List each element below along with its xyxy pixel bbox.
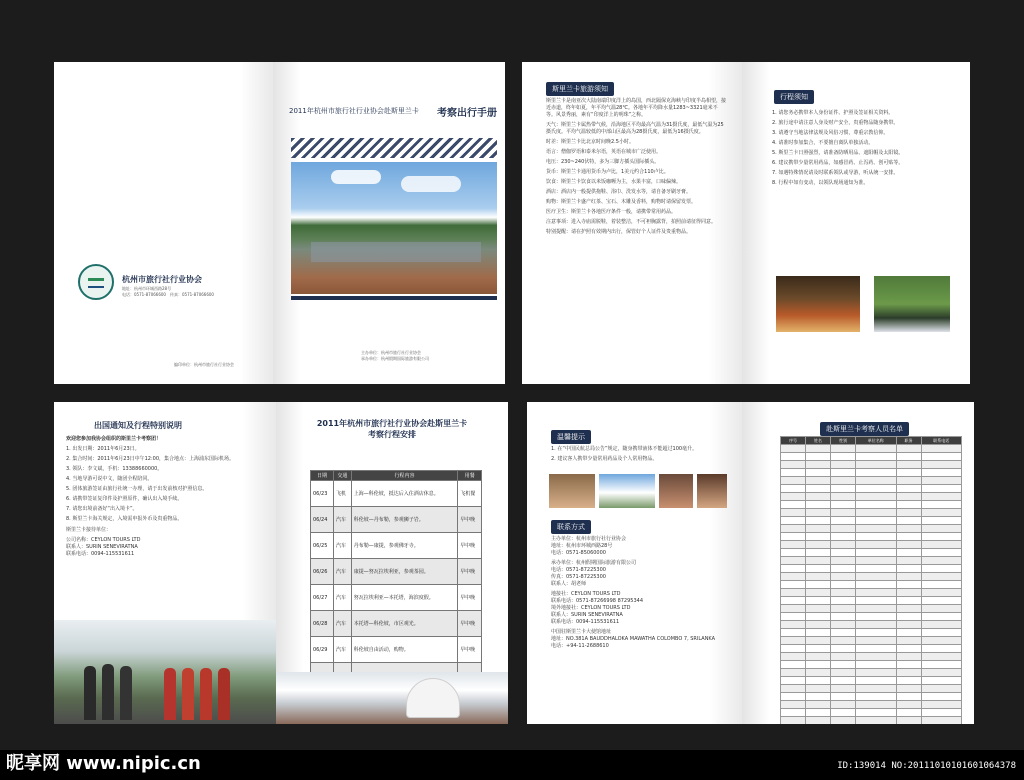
table-row [781, 477, 962, 485]
itinerary-notes-list: 1. 请您务必携带本人身份证件、护照及签证相关资料。 2. 旅行途中请注意人身及财产安全，贵重物品随身携带。 3. 请遵守当地法律法规及风俗习惯，尊重宗教信仰。 4. 请准时参加集合，不要擅自离队单独活动。 5. 斯里兰卡日照强烈，请准备防晒用品、遮阳帽及太阳镜。 6. 建议携带少量常用药品，如感冒药、止泻药、创可贴等。 7. 如遇特殊情况请及时联系领队或导游，听从统一安排。 8. 行程中如有变动，以领队现场通知为准。 [772, 110, 904, 186]
tree-crowd-photo [874, 276, 950, 332]
org-name: 杭州市旅行社行业协会 [122, 275, 202, 284]
contact-heading: 联系方式 [551, 520, 591, 534]
travel-notes-heading: 斯里兰卡旅游须知 [546, 82, 614, 96]
cover-back-page [54, 62, 273, 384]
notice-heading: 出国通知及行程特别说明 [94, 421, 182, 430]
cover-title-year: 2011年杭州市旅行社行业协会赴斯里兰卡 [289, 107, 419, 115]
schedule-page [276, 402, 508, 724]
table-row: 06/29 汽车 科伦坡自由活动，购物。 早中晚 [311, 637, 482, 663]
table-row [781, 533, 962, 541]
table-row [781, 701, 962, 709]
table-row [781, 469, 962, 477]
table-row [781, 541, 962, 549]
tips-photo-3 [659, 474, 693, 508]
tips-photo-1 [549, 474, 595, 508]
table-row [781, 709, 962, 717]
travel-notes-page [522, 62, 742, 384]
table-row [781, 517, 962, 525]
table-row [781, 597, 962, 605]
itinerary-notes-page [742, 62, 970, 384]
table-row [781, 677, 962, 685]
table-row [781, 653, 962, 661]
table-row [781, 549, 962, 557]
back-footer-note: 编印单位：杭州市旅行社行业协会 [174, 362, 234, 367]
table-row: 06/25 汽车 丹布勒—康提，参观佛牙寺。 早中晚 [311, 533, 482, 559]
table-row [781, 485, 962, 493]
table-row [781, 685, 962, 693]
org-logo-icon [78, 264, 114, 300]
table-row [781, 637, 962, 645]
tips-photo-2 [599, 474, 655, 508]
table-row [781, 557, 962, 565]
table-row: 06/27 汽车 努瓦拉埃利亚—本托塔，海滨度假。 早中晚 [311, 585, 482, 611]
temple-photo [776, 276, 860, 332]
schedule-title-2: 考察行程安排 [368, 430, 416, 439]
watermark-bar [0, 750, 1024, 780]
watermark-left: 昵享网 www.nipic.cn [6, 753, 201, 774]
table-row [781, 613, 962, 621]
cover-organizers: 主办单位：杭州市旅行社行业协会 承办单位：杭州假期国际旅游有限公司 [361, 350, 429, 361]
table-row [781, 501, 962, 509]
roster-heading: 赴斯里兰卡考察人员名单 [820, 422, 909, 436]
tips-photo-4 [697, 474, 727, 508]
table-row [781, 445, 962, 453]
notice-body: 欢迎您参加我协会组织的斯里兰卡考察团！ 1. 出发日期：2011年6月23日。 2. 集合时间：2011年6月23日中午12:00，集合地点：上海浦东国际机场。 3. 领队：李文斌，手机：13388660000。 4. 当地导游可说中文，随团全程陪同。 5. 团体旅游签证由旅行社统一办理，请于出发前核对护照信息。 6. 请携带签证复印件及护照原件，确认出入境手续。 7. 请您出境前备好“出入境卡”。 8. 斯里兰卡海关规定，入境需申报外币及贵重物品。 斯里兰卡接待单位： 公司名称：CEYLON TOURS LTD 联系人：SURIN SENEVIRATNA 联系电话：0094-115531611 [66, 436, 235, 557]
cover-bar [291, 296, 497, 300]
table-row [781, 605, 962, 613]
table-row [781, 453, 962, 461]
table-row [781, 461, 962, 469]
schedule-title-1: 2011年杭州市旅行社行业协会赴斯里兰卡 [316, 419, 468, 428]
table-row [781, 693, 962, 701]
notice-page [54, 402, 276, 724]
table-row: 06/24 汽车 科伦坡—丹布勒，参观狮子岩。 早中晚 [311, 507, 482, 533]
table-row [781, 621, 962, 629]
cover-stripe-band [291, 138, 497, 158]
table-row [781, 645, 962, 653]
table-row [781, 629, 962, 637]
table-row [781, 509, 962, 517]
schedule-table: 日期 交通 行程内容 用餐 06/23 飞机 上海—科伦坡，抵达后入住酒店休息。 飞机餐 06/24 汽车 科伦坡—丹布勒，参观狮子岩。 早中晚 06/25 汽车 丹布勒—康提，参观佛牙寺。 早中晚 06/26 汽车 康提—努瓦拉埃利亚，参观茶园。 早中晚 06/27 汽车 努瓦拉埃利亚—本托塔，海滨度假。 早中晚 06/28 汽车 本托塔—科伦坡，市区观光。 早中晚 06/29 汽车 科伦坡自由活动，购物。 早中晚 [310, 470, 482, 689]
tips-list: 1. 在“中国民航总局公告”规定，随身携带液体不能超过100毫升。 2. 建议客人携带少量常用药品及个人常用物品。 [551, 446, 698, 462]
itinerary-notes-heading: 行程须知 [774, 90, 814, 104]
table-row [781, 573, 962, 581]
group-photo [54, 620, 276, 724]
table-row [781, 565, 962, 573]
cover-title-main: 考察出行手册 [437, 108, 497, 119]
table-row [781, 717, 962, 725]
table-row [781, 581, 962, 589]
watermark-right: ID:139014 NO:20111010101601064378 [837, 761, 1016, 771]
travel-notes-body: 斯里兰卡是南亚次大陆南端印度洋上的岛国，西北隔保克海峡与印度半岛相望，接近赤道，终年如夏，年平均气温28℃。各地年平均降水量1283~3321毫米不等。风景秀丽，素有“印度洋上的明珠”之称。 天气：斯里兰卡属热带气候，沿海地区平均最高气温为31摄氏度，最低气温为25摄氏度。平均气温较低的中部山区最高为28摄氏度，最低为16摄氏度。 时差：斯里兰卡比北京时间晚2.5小时。 语言：僧伽罗语和泰米尔语，英语在城市广泛使用。 电压：230~240伏特，多为三脚方插头国际插头。 货币：斯里兰卡通用货币为卢比，1美元约合110卢比。 饮食：斯里兰卡饮食以米饭咖喱为主，水果丰富，口味偏辣。 酒店：酒店内一般提供拖鞋、浴巾、洗发水等，请自备牙刷牙膏。 购物：斯里兰卡盛产红茶、宝石、木雕及香料，购物时请保留发票。 医疗卫生：斯里兰卡各地医疗条件一般，请携带常用药品。 注意事项：进入寺庙需脱鞋，着装整洁，不可袒胸露背，拍照前请征得同意。 特别提醒：请在护照有效期内出行，保管好个人证件及贵重物品。 [546, 98, 727, 235]
table-row [781, 669, 962, 677]
table-row [781, 661, 962, 669]
stupa-photo [276, 672, 508, 724]
table-row: 06/26 汽车 康提—努瓦拉埃利亚，参观茶园。 早中晚 [311, 559, 482, 585]
roster-page [742, 402, 974, 724]
table-row [781, 589, 962, 597]
table-row: 06/23 飞机 上海—科伦坡，抵达后入住酒店休息。 飞机餐 [311, 481, 482, 507]
table-row: 06/28 汽车 本托塔—科伦坡，市区观光。 早中晚 [311, 611, 482, 637]
org-address: 地址：杭州市环城西路28号 电话：0571-87066600 传真：0571-87066600 [122, 286, 214, 297]
cover-front-page [273, 62, 505, 384]
tips-contact-page [527, 402, 742, 724]
table-row [781, 493, 962, 501]
roster-table: 序号 姓名 性别 单位名称 职务 联系电话 [780, 436, 962, 724]
tips-heading: 温馨提示 [551, 430, 591, 444]
table-row [781, 525, 962, 533]
contact-list: 主办单位：杭州市旅行社行业协会 地址：杭州市环城西路28号 电话：0571-85060000 承办单位：杭州假期国际旅游有限公司 电话：0571-87225300 传真：0571-87225300 联系人：胡老师 地接社：CEYLON TOURS LTD 联系电话：0571-87266998 87295344 境外地接社：CEYLON TOURS LTD 联系人：SURIN SENEVIRATNA 联系电话：0094-115531611 中国驻斯里兰卡大使馆地址 地址：NO.381A BAUDDHALOKA MAWATHA COLOMBO 7, SRILANKA 电话：+94-11-2688610 [551, 536, 716, 649]
elephants-photo [291, 162, 497, 294]
